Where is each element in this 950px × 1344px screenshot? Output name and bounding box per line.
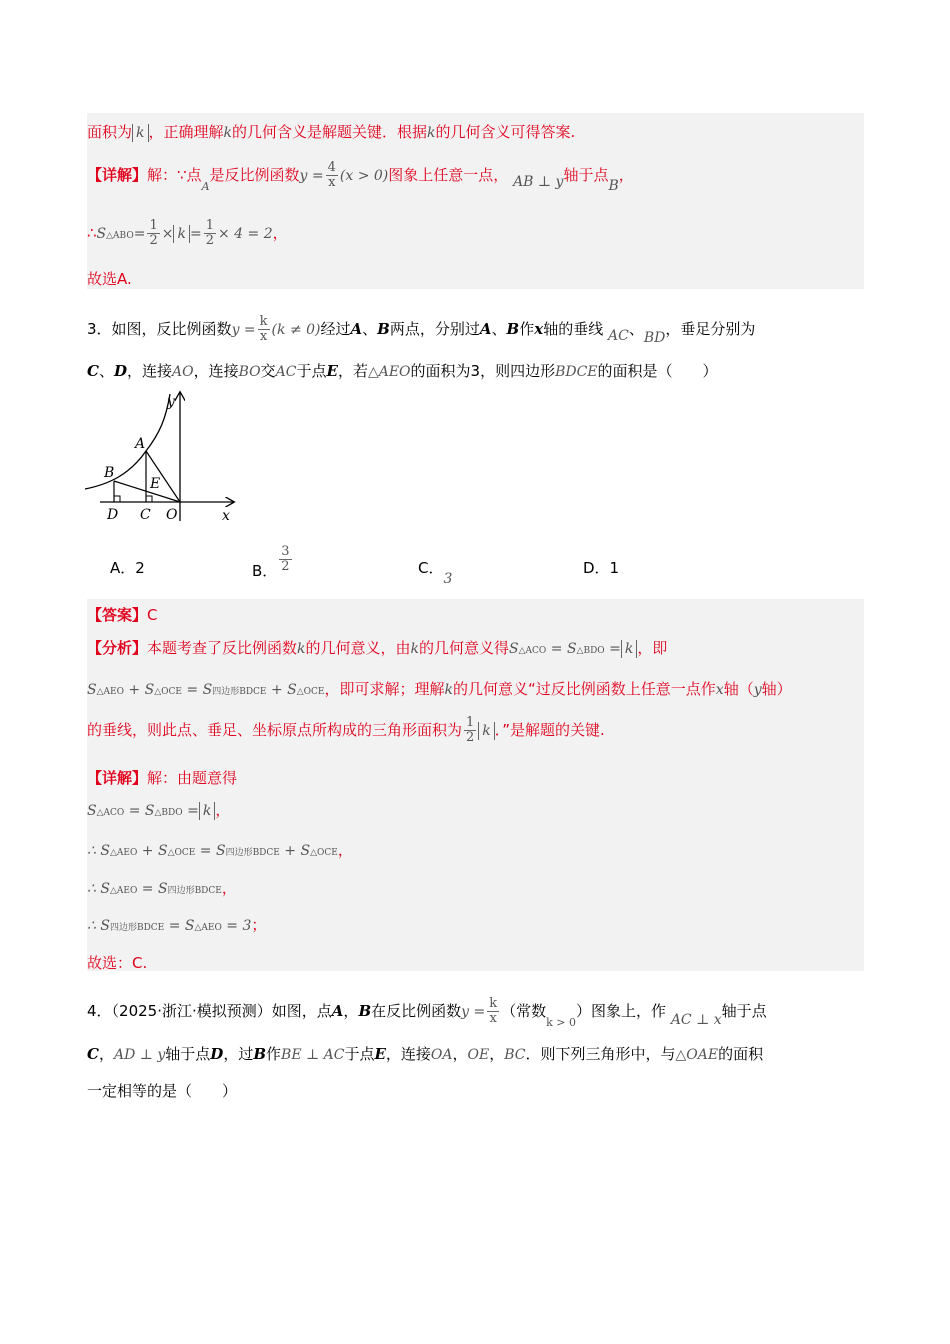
analysis-tail: 面积为 k ，正确理解k的几何含义是解题关键．根据k的几何含义可得答案.: [87, 123, 576, 141]
hyperbola-figure: [80, 388, 250, 528]
question-3-line-2: C、D，连接AO，连接BO交AC于点E，若△AEO的面积为3，则四边形BDCE的面积是（ ）: [87, 362, 718, 380]
segment-BO: [114, 481, 180, 502]
solution-box-2: [87, 599, 864, 971]
option-d: D．1: [583, 559, 620, 577]
question-4-line-3: 一定相等的是（ ）: [87, 1082, 238, 1100]
label-A: A: [135, 436, 146, 452]
hyperbola-curve: [85, 394, 170, 489]
label-D: D: [107, 507, 119, 523]
label-C: C: [140, 507, 151, 523]
step-2: ∴ S△AEO + S△OCE = S四边形BDCE + S△OCE，: [87, 841, 353, 859]
question-3-line-1: 3．如图，反比例函数y = $\frac{k}{x}$ (k ≠ 0)经过A、B两点，分别过A、B作x轴的垂线 AC、BD，垂足分别为: [87, 314, 756, 346]
step-3: ∴ S△AEO = S四边形BDCE，: [87, 879, 237, 897]
analysis-line-3: 的垂线，则此点、垂足、坐标原点所构成的三角形面积为 $\frac{1}{2}$ k ．”是解题的关键.: [87, 715, 605, 745]
question-4-line-2: C，AD ⊥ y轴于点D，过B作BE ⊥ AC于点E，连接OA，OE，BC．则下列三角形中，与△OAE的面积: [87, 1045, 764, 1063]
answer-line: 【答案】C: [87, 606, 158, 624]
label-y: y: [167, 394, 175, 410]
right-angle-D: [114, 496, 120, 502]
label-E: E: [150, 476, 161, 492]
analysis-line-1: 【分析】本题考查了反比例函数k的几何意义，由k的几何意义得S△ACO = S△BDO = k ，即: [87, 639, 668, 657]
step-4: ∴ S四边形BDCE = S△AEO = 3；: [87, 916, 267, 934]
detail-line-1: 【详解】解：∵点$_A$是反比例函数y = $\frac{4}{x}$ (x > 0)图象上任意一点， AB ⊥ y轴于点B，: [87, 160, 634, 194]
detail-line-2: ∴S△ABO= $\frac{1}{2}$ × k = $\frac{1}{2}$ × 4 = 2，: [87, 218, 288, 248]
option-b: B． $\frac{3}{2}$: [252, 544, 290, 580]
choice-line: 故选A.: [87, 270, 132, 288]
question-4-line-1: 4．（2025·浙江·模拟预测）如图，点A，B在反比例函数y = $\frac{k}{x}$ （常数$_{k > 0}$）图象上，作 AC ⊥ x轴于点: [87, 996, 767, 1029]
detail-line: 【详解】解：由题意得: [87, 769, 238, 787]
option-a: A．2: [110, 559, 145, 577]
right-angle-C: [146, 496, 152, 502]
step-1: S△ACO = S△BDO = k ，: [87, 801, 231, 819]
final-choice: 故选：C.: [87, 954, 148, 972]
label-O: O: [166, 507, 178, 523]
label-x: x: [222, 508, 230, 524]
solution-box-1: [87, 113, 864, 289]
analysis-line-2: S△AEO + S△OCE = S四边形BDCE + S△OCE，即可求解；理解k的几何意义“过反比例函数上任意一点作x轴（y轴）: [87, 680, 792, 698]
label-B: B: [104, 465, 115, 481]
option-c: C．3: [418, 559, 453, 587]
